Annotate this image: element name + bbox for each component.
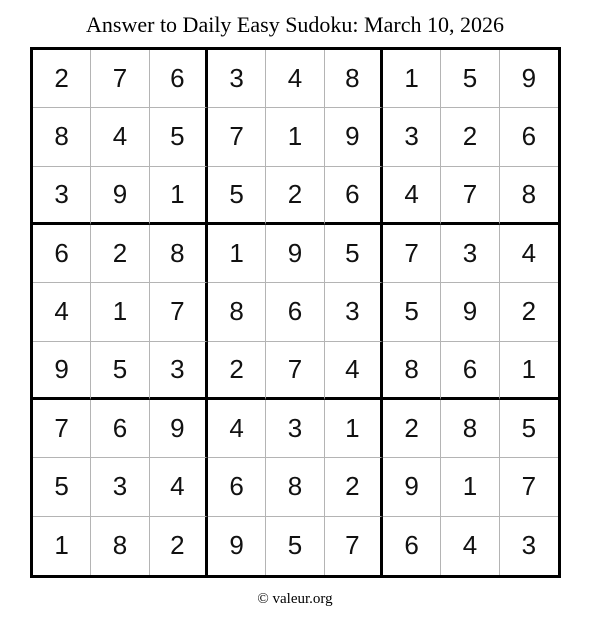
sudoku-cell-r8-c2: 3	[91, 458, 149, 516]
sudoku-cell-r1-c3: 6	[150, 50, 208, 108]
sudoku-cell-r3-c4: 5	[208, 167, 266, 225]
sudoku-cell-r7-c7: 2	[383, 400, 441, 458]
sudoku-cell-r7-c1: 7	[33, 400, 91, 458]
sudoku-cell-r1-c1: 2	[33, 50, 91, 108]
sudoku-cell-r9-c7: 6	[383, 517, 441, 575]
sudoku-cell-r3-c8: 7	[441, 167, 499, 225]
sudoku-cell-r8-c7: 9	[383, 458, 441, 516]
sudoku-cell-r2-c1: 8	[33, 108, 91, 166]
sudoku-cell-r1-c4: 3	[208, 50, 266, 108]
sudoku-cell-r1-c5: 4	[266, 50, 324, 108]
sudoku-cell-r1-c8: 5	[441, 50, 499, 108]
sudoku-cell-r3-c6: 6	[325, 167, 383, 225]
sudoku-cell-r3-c3: 1	[150, 167, 208, 225]
sudoku-cell-r5-c5: 6	[266, 283, 324, 341]
sudoku-cell-r4-c1: 6	[33, 225, 91, 283]
sudoku-cell-r4-c4: 1	[208, 225, 266, 283]
sudoku-cell-r6-c9: 1	[500, 342, 558, 400]
sudoku-cell-r2-c9: 6	[500, 108, 558, 166]
sudoku-cell-r2-c5: 1	[266, 108, 324, 166]
sudoku-cell-r2-c2: 4	[91, 108, 149, 166]
sudoku-cell-r7-c3: 9	[150, 400, 208, 458]
sudoku-cell-r5-c1: 4	[33, 283, 91, 341]
sudoku-cell-r8-c5: 8	[266, 458, 324, 516]
sudoku-cell-r8-c6: 2	[325, 458, 383, 516]
sudoku-cell-r8-c8: 1	[441, 458, 499, 516]
sudoku-cell-r6-c1: 9	[33, 342, 91, 400]
sudoku-cell-r2-c7: 3	[383, 108, 441, 166]
sudoku-cell-r9-c9: 3	[521, 530, 537, 561]
sudoku-cell-r9-c6: 7	[325, 517, 383, 575]
sudoku-cell-r4-c2: 2	[91, 225, 149, 283]
sudoku-cell-r4-c9: 4	[500, 225, 558, 283]
sudoku-cell-r2-c4: 7	[208, 108, 266, 166]
sudoku-cell-r6-c7: 8	[383, 342, 441, 400]
sudoku-cell-r1-c2: 7	[91, 50, 149, 108]
sudoku-cell-r8-c9: 7	[500, 458, 558, 516]
sudoku-cell-r8-c3: 4	[150, 458, 208, 516]
sudoku-cell-r5-c4: 8	[208, 283, 266, 341]
copyright-footer: © valeur.org	[257, 591, 333, 607]
sudoku-cell-r5-c8: 9	[441, 283, 499, 341]
sudoku-cell-r9-c8: 4	[441, 517, 499, 575]
sudoku-cell-r4-c3: 8	[150, 225, 208, 283]
sudoku-cell-r1-c6: 8	[325, 50, 383, 108]
sudoku-cell-r7-c5: 3	[266, 400, 324, 458]
page-title: Answer to Daily Easy Sudoku: March 10, 2026	[86, 12, 504, 37]
sudoku-cell-r6-c3: 3	[150, 342, 208, 400]
sudoku-cell-r4-c7: 7	[383, 225, 441, 283]
sudoku-grid	[30, 47, 561, 578]
sudoku-cell-r3-c9: 8	[500, 167, 558, 225]
sudoku-cell-r1-c9: 9	[500, 50, 558, 108]
sudoku-cell-r8-c1: 5	[33, 458, 91, 516]
sudoku-cell-r9-c3: 2	[150, 517, 208, 575]
sudoku-cell-r6-c6: 4	[325, 342, 383, 400]
sudoku-cell-r5-c6: 3	[325, 283, 383, 341]
sudoku-cell-r5-c7: 5	[383, 283, 441, 341]
sudoku-cell-r6-c2: 5	[91, 342, 149, 400]
sudoku-cell-r9-c1: 1	[33, 517, 91, 575]
sudoku-cell-r2-c3: 5	[150, 108, 208, 166]
sudoku-cell-r1-c7: 1	[383, 50, 441, 108]
sudoku-cell-r5-c9: 2	[500, 283, 558, 341]
sudoku-cell-r6-c5: 7	[266, 342, 324, 400]
sudoku-cell-r4-c8: 3	[441, 225, 499, 283]
sudoku-cell-r3-c7: 4	[383, 167, 441, 225]
sudoku-cell-r5-c3: 7	[150, 283, 208, 341]
sudoku-cell-r9-c5: 5	[266, 517, 324, 575]
sudoku-cell-r3-c1: 3	[33, 167, 91, 225]
sudoku-cell-r7-c2: 6	[91, 400, 149, 458]
sudoku-cell-r7-c6: 1	[325, 400, 383, 458]
sudoku-cell-r2-c8: 2	[441, 108, 499, 166]
sudoku-cell-r4-c6: 5	[325, 225, 383, 283]
sudoku-cell-r3-c2: 9	[91, 167, 149, 225]
sudoku-cell-r5-c2: 1	[91, 283, 149, 341]
sudoku-cell-r7-c4: 4	[208, 400, 266, 458]
sudoku-cell-r6-c4: 2	[208, 342, 266, 400]
sudoku-cell-r8-c4: 6	[208, 458, 266, 516]
sudoku-cell-r7-c8: 8	[441, 400, 499, 458]
sudoku-cell-r4-c5: 9	[266, 225, 324, 283]
sudoku-cell-r9-c4: 9	[208, 517, 266, 575]
sudoku-cell-r9-c2: 8	[91, 517, 149, 575]
sudoku-cell-r6-c8: 6	[441, 342, 499, 400]
sudoku-cell-r2-c6: 9	[325, 108, 383, 166]
sudoku-cell-r7-c9: 5	[500, 400, 558, 458]
sudoku-cell-r3-c5: 2	[266, 167, 324, 225]
